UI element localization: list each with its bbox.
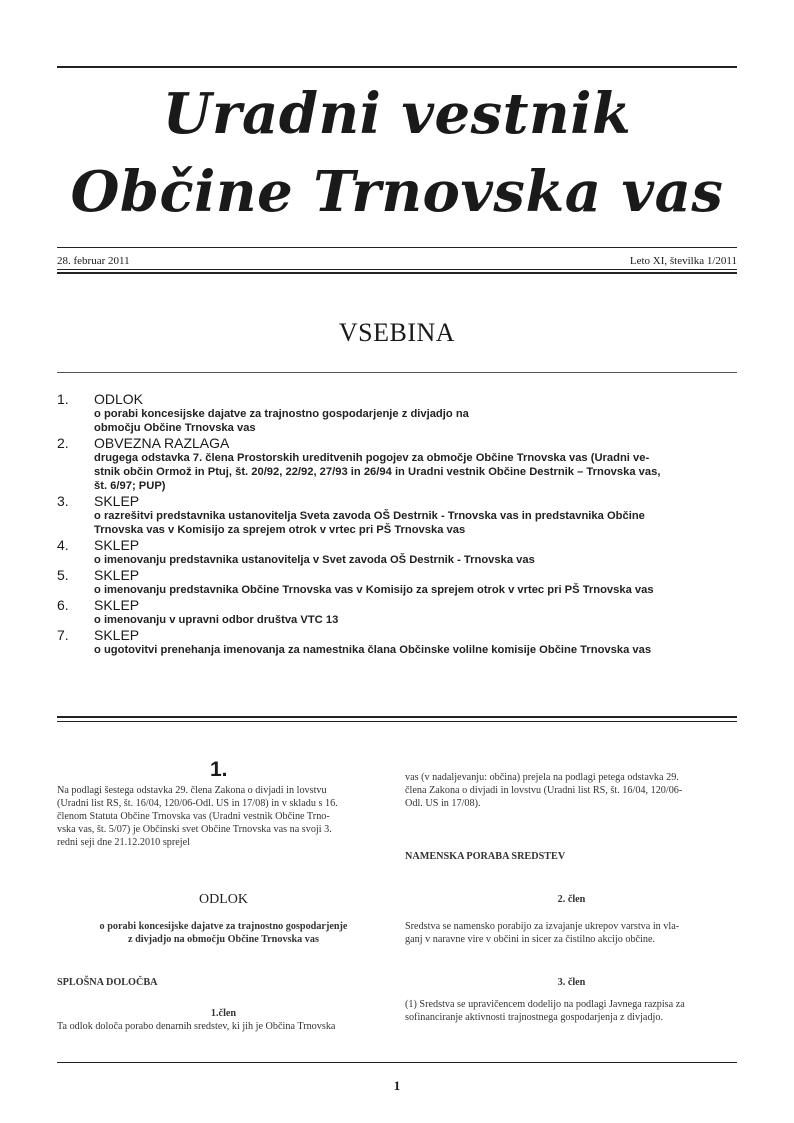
toc-item-number: 2.: [57, 435, 69, 451]
toc-bottom-rule-1: [57, 716, 737, 718]
masthead-title-line2: Občine Trnovska vas: [70, 159, 724, 225]
page-number: 1: [393, 1078, 401, 1093]
doc-title-line: o porabi koncesijske dajatve za trajnostno gospodarjenje: [99, 921, 348, 932]
toc-item-number: 6.: [57, 597, 69, 613]
intro-line: člena Zakona o divjadi in lovstvu (Uradni list RS, št. 16/04, 120/06-: [405, 785, 683, 796]
preamble-line: Na podlagi šestega odstavka 29. člena Zakona o divjadi in lovstvu: [57, 785, 327, 796]
toc-item-description: o imenovanju v upravni odbor društva VTC 13: [94, 614, 339, 626]
toc-item: [57, 391, 742, 435]
intro-continued: [405, 771, 738, 810]
toc-item-body: [94, 391, 742, 435]
toc-item-body: [94, 493, 742, 537]
article-1-text: Ta odlok določa porabo denarnih sredstev, ki jih je Občina Trnovska: [57, 1021, 336, 1032]
toc-item-heading: SKLEP: [94, 493, 140, 509]
section-general: SPLOŠNA DOLOČBA: [57, 977, 158, 988]
masthead-title-line1: Uradni vestnik: [162, 81, 632, 147]
toc-item-body: [94, 435, 742, 493]
masthead-rule-lower-2: [57, 272, 737, 274]
toc-item-description: o razrešitvi predstavnika ustanovitelja Sveta zavoda OŠ Destrnik - Trnovska vas in predstavnika Občine: [94, 510, 645, 522]
toc-item-heading: SKLEP: [94, 597, 140, 613]
toc-item: [57, 493, 742, 537]
article-3-line: (1) Sredstva se upravičencem dodelijo na podlagi Javnega razpisa za: [405, 999, 685, 1010]
preamble-line: členom Statuta Občine Trnovska vas (Uradni vestnik Občine Trno-: [57, 811, 330, 822]
article-3-heading: 3. člen: [557, 977, 586, 988]
preamble-line: redni seji dne 21.12.2010 sprejel: [57, 837, 190, 848]
toc-item-heading: SKLEP: [94, 537, 140, 553]
doc-type: ODLOK: [199, 892, 248, 907]
toc-item: [57, 435, 742, 493]
toc-item-number: 4.: [57, 537, 69, 553]
toc-item-description: Trnovska vas v Komisijo za sprejem otrok v vrtec pri PŠ Trnovska vas: [94, 524, 466, 536]
article-2-heading: 2. člen: [557, 894, 586, 905]
toc-item-description: stnik občin Ormož in Ptuj, št. 20/92, 22/92, 27/93 in 26/94 in Uradni vestnik Občine Destrnik – Trnovska vas,: [94, 466, 661, 478]
toc-item-body: [94, 597, 742, 627]
section-purpose: NAMENSKA PORABA SREDSTEV: [405, 851, 566, 862]
toc-item-description: o ugotovitvi prenehanja imenovanja za namestnika člana Občinske volilne komisije Občine Trnovska vas: [94, 644, 652, 656]
preamble: [57, 784, 390, 849]
toc-item-heading: SKLEP: [94, 567, 140, 583]
toc-item-heading: OBVEZNA RAZLAGA: [94, 435, 230, 451]
article-2-text: [405, 920, 738, 946]
toc-item-description: drugega odstavka 7. člena Prostorskih ureditvenih pogojev za območje Občine Trnovska vas (Uradni ve-: [94, 452, 650, 464]
toc-rule: [57, 372, 737, 373]
toc-item-body: [94, 537, 742, 567]
footer-rule: [57, 1062, 737, 1063]
toc-item-description: št. 6/97; PUP): [94, 480, 166, 492]
toc-list: [57, 391, 742, 657]
toc-item-description: območju Občine Trnovska vas: [94, 422, 256, 434]
doc-title: [57, 920, 390, 946]
toc-item-number: 7.: [57, 627, 69, 643]
left-column: [57, 784, 390, 1033]
toc-item: [57, 567, 742, 597]
toc-item-heading: SKLEP: [94, 627, 140, 643]
toc-item-description: o imenovanju predstavnika ustanovitelja v Svet zavoda OŠ Destrnik - Trnovska vas: [94, 554, 535, 566]
intro-line: vas (v nadaljevanju: občina) prejela na podlagi petega odstavka 29.: [405, 772, 679, 783]
toc-item-body: [94, 627, 742, 657]
toc-item-number: 1.: [57, 391, 69, 407]
toc-item-body: [94, 567, 742, 597]
preamble-line: (Uradni list RS, št. 16/04, 120/06-Odl. US in 17/08) in v skladu s 16.: [57, 798, 338, 809]
toc-item-description: o porabi koncesijske dajatve za trajnostno gospodarjenje z divjadjo na: [94, 408, 469, 420]
toc-item-description: o imenovanju predstavnika Občine Trnovska vas v Komisijo za sprejem otrok v vrtec pri PŠ Trnovska vas: [94, 584, 654, 596]
toc-item: [57, 537, 742, 567]
article-3-text: [405, 998, 738, 1024]
toc-item-number: 5.: [57, 567, 69, 583]
issue-number: Leto XI, številka 1/2011: [629, 255, 737, 267]
toc-item-heading: ODLOK: [94, 391, 144, 407]
top-rule: [57, 66, 737, 68]
article-3-line: sofinanciranje aktivnosti trajnostnega gospodarjenja z divjadjo.: [405, 1012, 664, 1023]
article-2-line: ganj v naravne vire v občini in sicer za čistilno akcijo občine.: [405, 934, 656, 945]
issue-date: 28. februar 2011: [57, 255, 130, 267]
toc-item-number: 3.: [57, 493, 69, 509]
toc-title: VSEBINA: [338, 318, 456, 347]
masthead-rule-lower-1: [57, 269, 737, 270]
intro-line: Odl. US in 17/08).: [405, 798, 481, 809]
preamble-line: vska vas, št. 5/07) je Občinski svet Občine Trnovska vas na svoji 3.: [57, 824, 332, 835]
toc-bottom-rule-2: [57, 721, 737, 722]
article-number: 1.: [210, 758, 228, 781]
right-column: [405, 771, 738, 1024]
article-1-heading: 1.člen: [210, 1008, 237, 1019]
article-2-line: Sredstva se namensko porabijo za izvajanje ukrepov varstva in vla-: [405, 921, 680, 932]
doc-title-line: z divjadjo na območju Občine Trnovska vas: [128, 934, 319, 945]
toc-item: [57, 597, 742, 627]
masthead-rule-upper: [57, 247, 737, 248]
toc-item: [57, 627, 742, 657]
